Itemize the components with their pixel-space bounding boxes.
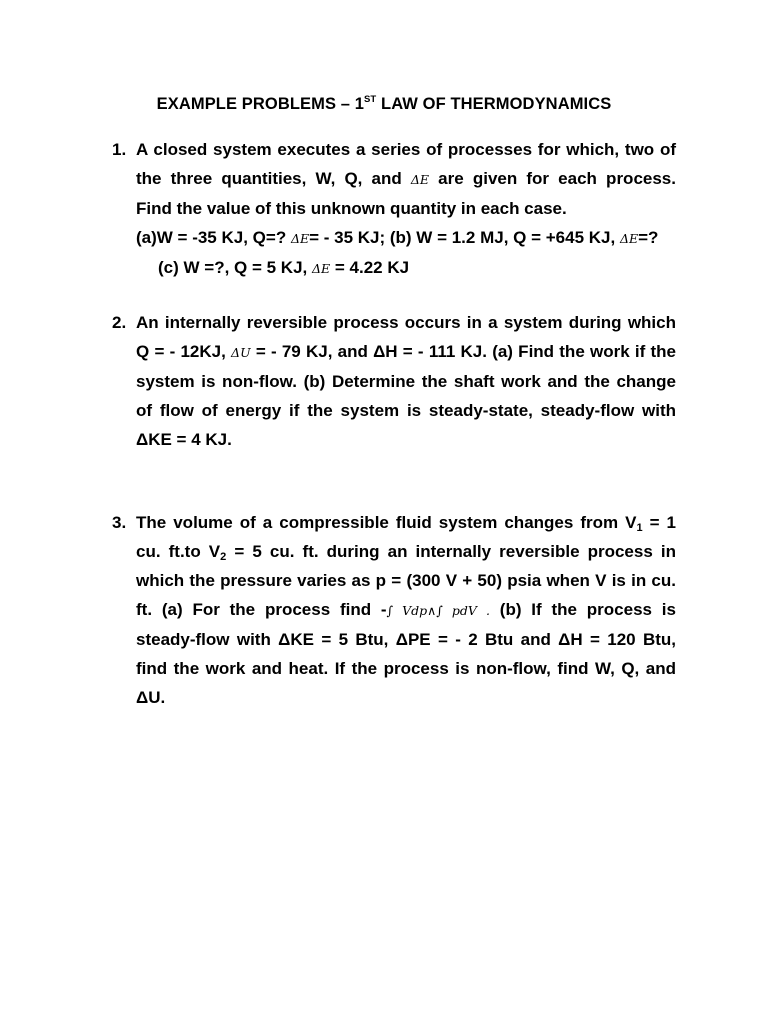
problem-line: find the work and heat. If the process is non-flow, find W, Q, and: [136, 659, 676, 678]
problem-2: [112, 308, 676, 454]
problem-body: [136, 308, 676, 454]
math-symbol: ΔE: [311, 261, 331, 276]
problem-body: [136, 508, 676, 712]
problem-line: ft. (a) For the process find -∫ Vdp∧∫ pdV . (b) If the process is: [136, 600, 676, 619]
problem-line: Q = - 12KJ, ΔU = - 79 KJ, and ΔH = - 111 KJ. (a) Find the work if the: [136, 342, 676, 361]
subscript: 2: [220, 551, 227, 563]
problem-number: 3.: [112, 513, 127, 532]
subscript: 1: [636, 522, 643, 534]
problem-line: of flow of energy if the system is steady-state, steady-flow with: [136, 401, 676, 420]
problem-line: ΔU.: [136, 688, 166, 707]
problem-line: which the pressure varies as p = (300 V + 50) psia when V is in cu.: [136, 571, 676, 590]
problem-line: The volume of a compressible fluid system changes from $V_1 = 1$: [136, 513, 676, 534]
problem-line: A closed system executes a series of processes for which, two of: [136, 140, 676, 159]
title-text: EXAMPLE PROBLEMS – 1: [156, 95, 364, 113]
page-title: [0, 94, 768, 114]
problem-line: the three quantities, W, Q, and ΔE are given for each process.: [136, 169, 676, 188]
problem-line: Find the value of this unknown quantity in each case.: [136, 199, 567, 218]
title-superscript: ST: [364, 94, 377, 105]
title-text-rest: LAW OF THERMODYNAMICS: [376, 95, 612, 113]
problem-line: cu. ft.to $V_2 = 5$ cu. ft. during an internally reversible process in: [136, 542, 676, 563]
math-symbol: ΔE: [290, 231, 310, 246]
problem-number: 2.: [112, 313, 127, 332]
problem-line: system is non-flow. (b) Determine the shaft work and the change: [136, 372, 676, 391]
math-symbol: ΔU: [231, 345, 251, 360]
math-symbol: ΔE: [410, 172, 430, 187]
problem-line: ΔKE = 4 KJ.: [136, 430, 232, 449]
sub-question-a-b: (a)W = -35 KJ, Q=? ΔE= - 35 KJ; (b) W = 1.2 MJ, Q = +645 KJ, ΔE=?: [136, 228, 659, 247]
problem-line: An internally reversible process occurs in a system during which: [136, 313, 676, 332]
problem-1: [112, 135, 676, 283]
math-symbol: ΔE: [619, 231, 639, 246]
problem-body: [136, 135, 676, 283]
problem-3: [112, 508, 676, 712]
problem-line: steady-flow with ΔKE = 5 Btu, ΔPE = - 2 Btu and ΔH = 120 Btu,: [136, 630, 676, 649]
sub-question-c: (c) W =?, Q = 5 KJ, ΔE = 4.22 KJ: [158, 258, 410, 277]
problem-number: 1.: [112, 140, 127, 159]
math-symbol: ∫ Vdp∧∫ pdV .: [386, 603, 490, 618]
